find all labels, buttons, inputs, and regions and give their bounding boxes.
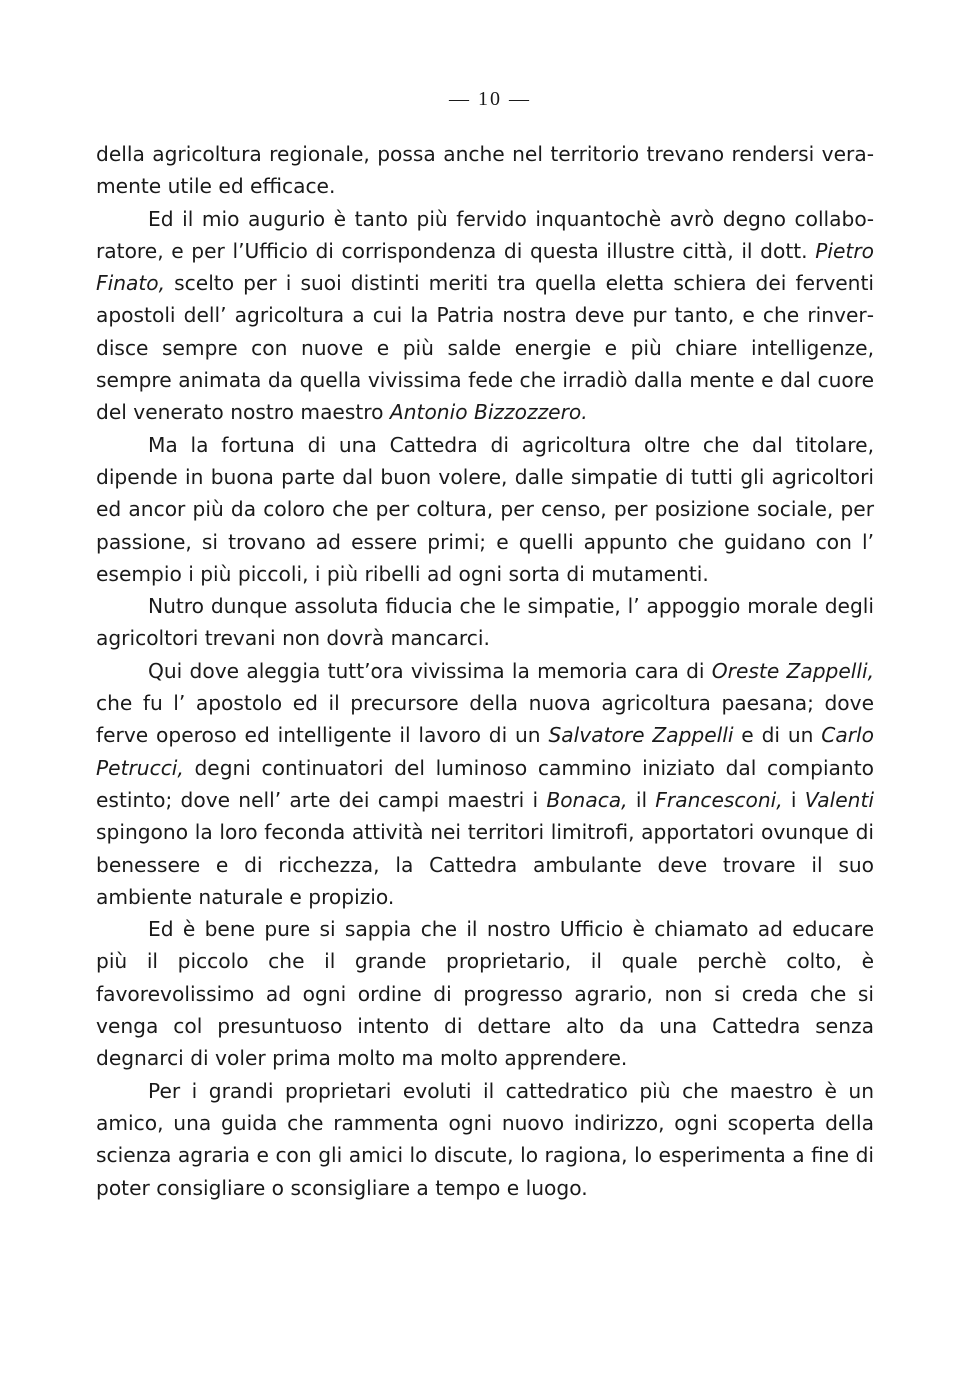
paragraph	[96, 655, 874, 913]
text-run: e di un	[733, 723, 822, 748]
text-run: il	[627, 787, 656, 812]
paragraph	[96, 590, 874, 655]
italic-name: Bonaca,	[546, 787, 628, 812]
text-run: Per i grandi proprietari evoluti il cattedratico più che maestro è un amico, una guida che rammenta ogni nuovo indirizzo, ogni scoperta della scienza agraria e con gli amici lo discute, lo ragiona, lo esperimenta a fine di poter consigliare o sconsigliare a tempo e luogo.	[96, 1078, 874, 1200]
italic-name: Pietro Finato,	[96, 238, 874, 296]
italic-name: Carlo Petrucci,	[96, 723, 874, 780]
italic-name: Valenti	[804, 787, 874, 812]
paragraph	[96, 1075, 874, 1204]
italic-name: Salvatore Zappelli	[548, 723, 734, 748]
text-run: scelto per i suoi distinti meriti tra quella eletta schiera dei ferventi apostoli dell’ agricoltura a cui la Patria nostra deve pur tanto, e che rinverdisce sempre con nuove e più salde energie e più chiare intelligenze, sempre animata da quella vivissima fede che irradiò dalla mente e dal cuore del venerato nostro maestro	[96, 271, 874, 425]
paragraph	[96, 138, 874, 203]
text-run: Ed è bene pure si sappia che il nostro Ufficio è chiamato ad educare più il piccolo che il grande proprietario, il quale perchè colto, è favorevolissimo ad ogni ordine di progresso agrario, non si creda che si venga col presuntuoso intento di dettare alto da una Cattedra senza degnarci di voler prima molto ma molto apprendere.	[96, 917, 874, 1071]
text-run: Ma la fortuna di una Cattedra di agricoltura oltre che dal titolare, dipende in buona parte dal buon volere, dalle simpatie di tutti gli agricoltori ed ancor più da coloro che per coltura, per censo, per posizione sociale, per passione, si trovano ad essere primi; e quelli appunto che guidano con l’ esempio i più piccoli, i più ribelli ad ogni sorta di mutamenti.	[96, 432, 874, 586]
text-run: degni continuatori del luminoso cammino iniziato dal compianto estinto; dove nell’ arte dei campi maestri i	[96, 755, 874, 812]
text-run: Nutro dunque assoluta fiducia che le simpatie, l’ appoggio morale degli agricoltori trevani non dovrà mancarci.	[96, 594, 874, 651]
text-run: spingono la loro feconda attività nei territori limitrofi, apportatori ovunque di benessere e di ricchezza, la Cattedra ambulante deve trovare il suo ambiente naturale e propizio.	[96, 820, 874, 909]
text-run: della agricoltura regionale, possa anche nel territorio trevano rendersi veramente utile ed efficace.	[96, 142, 874, 199]
paragraph	[96, 429, 874, 590]
text-run: che fu l’ apostolo ed il precursore della nuova agricoltura paesana; dove ferve operoso ed intelligente il lavoro di un	[96, 691, 874, 748]
page-number: — 10 —	[449, 88, 531, 110]
text-run: i	[782, 787, 805, 812]
body-text	[96, 138, 874, 1204]
text-run: Ed il mio augurio è tanto più fervido inquantochè avrò degno collaboratore, e per l’Ufficio di corrispondenza di questa illustre città, il dott.	[96, 206, 874, 263]
italic-name: Francesconi,	[655, 787, 783, 812]
italic-name: Antonio Bizzozzero.	[389, 400, 588, 425]
paragraph	[96, 203, 874, 429]
text-run: Qui dove aleggia tutt’ora vivissima la memoria cara di	[148, 658, 712, 683]
italic-name: Oreste Zappelli,	[711, 658, 875, 683]
paragraph	[96, 913, 874, 1074]
